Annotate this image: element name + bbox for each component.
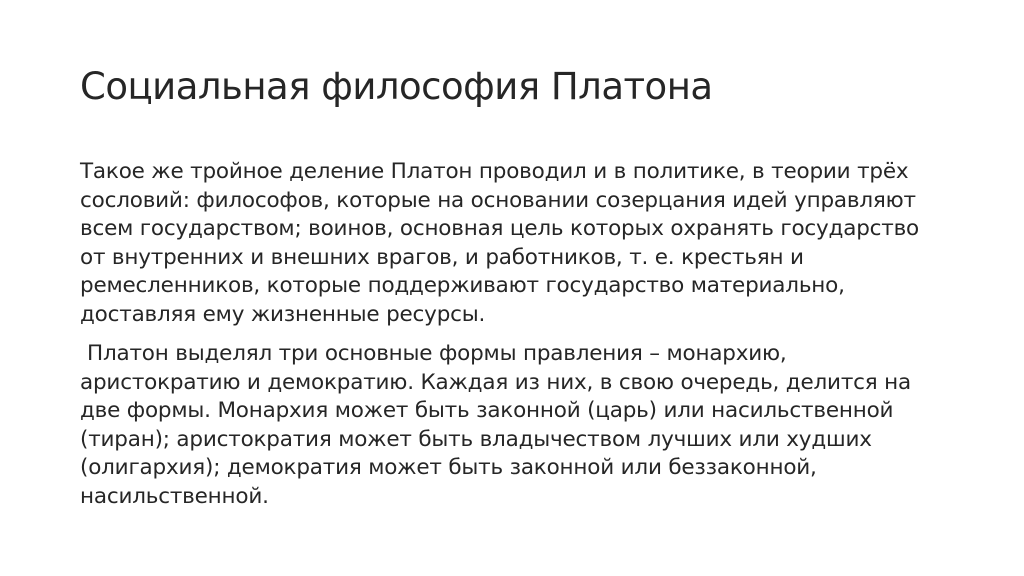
slide-body — [80, 158, 960, 511]
text-line: (олигархия); демократия может быть законной или беззаконной, — [80, 455, 817, 480]
text-line: Такое же тройное деление Платон проводил и в политике, в теории трёх — [80, 159, 909, 184]
paragraph-forms-of-government — [80, 340, 960, 511]
text-line: сословий: философов, которые на основании созерцания идей управляют — [80, 187, 916, 213]
paragraph-estates — [80, 158, 960, 329]
text-line: ремесленников, которые поддерживают государство материально, — [80, 273, 845, 298]
text-line: от внутренних и внешних врагов, и работников, т. е. крестьян и — [80, 244, 804, 270]
text-line: две формы. Монархия может быть законной (царь) или насильственной — [80, 398, 894, 423]
text-line: Платон выделял три основные формы правления – монархию, — [87, 341, 787, 366]
slide-title: Социальная философия Платона — [80, 65, 713, 108]
text-line: доставляя ему жизненные ресурсы. — [80, 301, 486, 327]
text-line: насильственной. — [80, 483, 269, 509]
text-line: всем государством; воинов, основная цель которых охранять государство — [80, 216, 920, 241]
text-line: (тиран); аристократия может быть владычеством лучших или худших — [80, 426, 872, 452]
text-line: аристократию и демократию. Каждая из них, в свою очередь, делится на — [80, 369, 911, 395]
